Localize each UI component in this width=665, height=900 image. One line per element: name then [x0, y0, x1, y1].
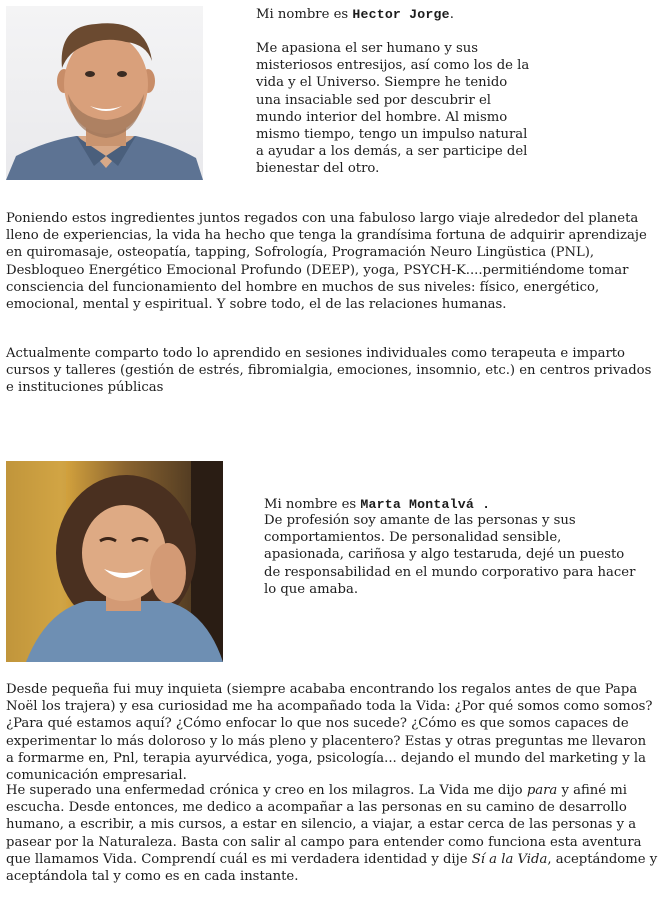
- bio1-paragraph-3: Actualmente comparto todo lo aprendido en sesiones individuales como terapeuta e imparto cursos y talleres (gestión de estrés, fibromialgia, emociones, insomnio, etc.) en centros privados e instituciones públicas: [6, 346, 652, 396]
- bio1-name-prefix: Mi nombre es: [256, 7, 353, 22]
- bio1-name-suffix: .: [449, 7, 454, 22]
- bio2-p3-emphasis-si-a-la-vida: Sí a la Vida: [471, 851, 548, 867]
- bio2-p3-part-b: y afiné mi escucha. Desde entonces, me dedico a acompañar a las personas en su camino de desarrollo humano, a escribir, a mis cursos, a estar en silencio, a viajar, a estar cerca de las personas y a pasear por la Naturaleza. Basta con salir al campo para entender como funciona esta aventura que llamamos Vida. Comprendí cuál es mi verdadera identidad y dije: [6, 783, 642, 867]
- bio2-paragraph-3: [6, 782, 658, 885]
- bio2-heading: [264, 496, 644, 513]
- bio1-paragraph-2: Poniendo estos ingredientes juntos regados con una fabuloso largo viaje alrededor del planeta lleno de experiencias, la vida ha hecho que tenga la grandísima fortuna de adquirir aprendizaje en quiromasaje, osteopatía, tapping, Sofrología, Programación Neuro Lingüstica (PNL), Desbloqueo Energético Emocional Profundo (DEEP), yoga, PSYCH-K....permitiéndome tomar consciencia del funcionamiento del hombre en muchos de sus niveles: físico, energético, emocional, mental y espiritual. Y sobre todo, el de las relaciones humanas.: [6, 211, 647, 313]
- portrait-hector-jorge: [6, 6, 203, 180]
- bio2-name-prefix: Mi nombre es: [264, 497, 361, 512]
- bio1-heading: [256, 6, 656, 23]
- bio2-p3-part-a: He superado una enfermedad crónica y creo en los milagros. La Vida me dijo: [6, 783, 527, 798]
- bio2-intro: De profesión soy amante de las personas y sus comportamientos. De personalidad sensible, apasionada, cariñosa y algo testaruda, dejé un puesto de responsabilidad en el mundo corporativo para hacer lo que amaba.: [264, 513, 636, 597]
- bio2-p3-part-c: , aceptándome y aceptándola tal y como es en cada instante.: [6, 851, 658, 885]
- bio2-name: Marta Montalvá .: [360, 497, 491, 512]
- bio1-intro: Me apasiona el ser humano y sus misteriosos entresijos, así como los de la vida y el Universo. Siempre he tenido una insaciable sed por descubrir el mundo interior del hombre. Al mismo mismo tiempo, tengo un impulso natural a ayudar a los demás, a ser participe del bienestar del otro.: [256, 41, 530, 177]
- portrait-marta-montalva: [6, 461, 223, 662]
- bio1-name: Hector Jorge: [352, 7, 450, 22]
- bio2-p3-emphasis-para: para: [526, 783, 558, 798]
- bio2-paragraph-2: Desde pequeña fui muy inquieta (siempre acababa encontrando los regalos antes de que Papa Noël los trajera) y esa curiosidad me ha acompañado toda la Vida: ¿Por qué somos como somos? ¿Para qué estamos aquí? ¿Cómo enfocar lo que nos sucede? ¿Cómo es que somos capaces de experimentar lo más doloroso y lo más pleno y placentero? Estas y otras preguntas me llevaron a formarme en, Pnl, terapia ayurvédica, yoga, psicología... dejando el mundo del marketing y la comunicación empresarial.: [6, 682, 653, 784]
